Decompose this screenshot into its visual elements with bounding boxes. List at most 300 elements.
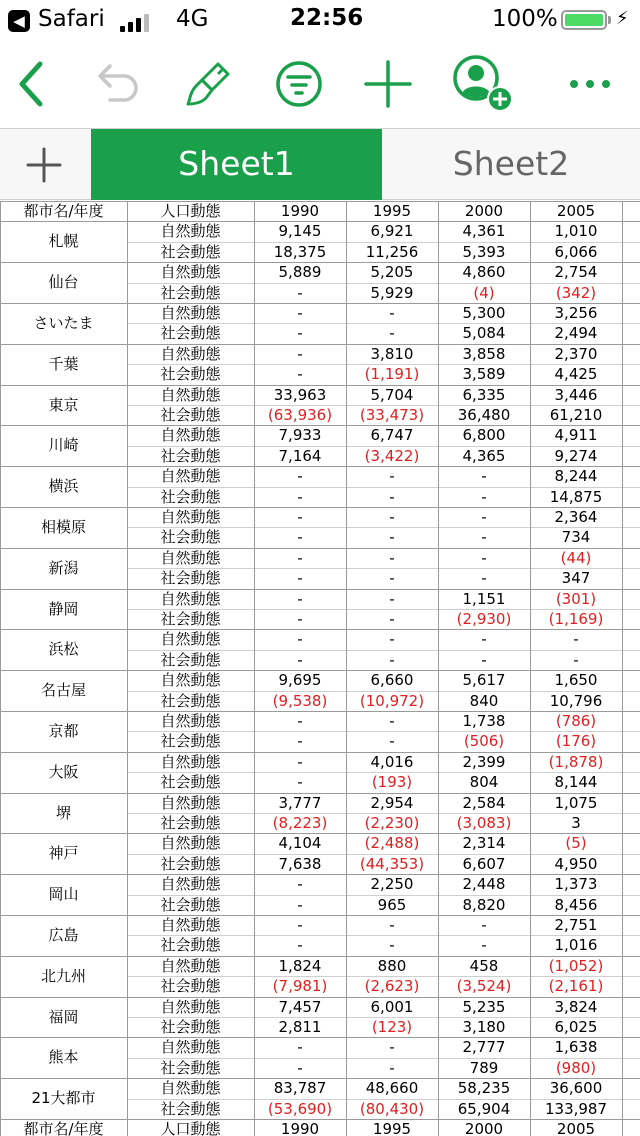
value-cell[interactable]: 1,151 — [462, 589, 506, 608]
grid-hline — [127, 568, 640, 569]
header-year-cell[interactable]: 2005 — [556, 1120, 596, 1136]
dynamics-type-cell[interactable]: 社会動態 — [160, 365, 221, 384]
dynamics-type-cell[interactable]: 自然動態 — [160, 385, 221, 404]
value-cell[interactable]: 1,016 — [554, 936, 598, 955]
value-cell[interactable]: 4,361 — [462, 222, 506, 241]
value-cell[interactable]: 458 — [469, 956, 499, 975]
value-cell[interactable]: 5,084 — [462, 324, 506, 343]
value-cell[interactable]: - — [481, 508, 487, 526]
dynamics-type-cell[interactable]: 自然動態 — [160, 752, 221, 771]
dynamics-type-cell[interactable]: 自然動態 — [160, 548, 221, 567]
value-cell[interactable]: - — [481, 569, 487, 588]
city-name-cell[interactable]: 北九州 — [40, 966, 86, 985]
spreadsheet-grid[interactable] — [0, 201, 640, 1136]
table-row — [0, 385, 640, 405]
table-row — [0, 446, 640, 466]
value-cell[interactable]: - — [297, 936, 303, 955]
city-name-cell[interactable]: 広島 — [48, 926, 79, 944]
value-cell[interactable]: (63,936) — [267, 406, 333, 424]
value-cell[interactable]: 2,751 — [554, 916, 598, 934]
value-cell[interactable]: 1,075 — [554, 793, 598, 812]
dynamics-type-cell[interactable]: 社会動態 — [160, 528, 221, 547]
value-cell[interactable]: 133,987 — [544, 1099, 608, 1118]
value-cell[interactable]: 5,205 — [370, 263, 414, 282]
value-cell[interactable]: (1,878) — [548, 752, 604, 771]
value-cell[interactable]: - — [389, 548, 395, 567]
value-cell[interactable]: - — [297, 528, 303, 547]
value-cell[interactable]: - — [481, 548, 487, 567]
grid-hline — [127, 527, 640, 528]
value-cell[interactable]: 3,810 — [370, 344, 414, 363]
value-cell[interactable]: (2,623) — [364, 977, 420, 996]
dynamics-type-cell[interactable]: 自然動態 — [160, 263, 221, 282]
value-cell[interactable]: 7,457 — [278, 997, 322, 1016]
tab-sheet2[interactable]: Sheet2 — [452, 144, 570, 183]
city-name-cell[interactable]: 京都 — [48, 722, 79, 740]
value-cell[interactable]: - — [297, 1058, 303, 1077]
value-cell[interactable]: - — [481, 650, 487, 669]
value-cell[interactable]: 2,364 — [554, 508, 598, 526]
value-cell[interactable]: 48,660 — [365, 1079, 419, 1098]
value-cell[interactable]: 2,811 — [278, 1018, 322, 1036]
collaborate-icon[interactable] — [452, 54, 512, 114]
value-cell[interactable]: 5,929 — [370, 283, 414, 302]
value-cell[interactable]: 2,314 — [462, 834, 506, 853]
value-cell[interactable]: 9,274 — [554, 446, 598, 465]
value-cell[interactable]: 4,860 — [462, 263, 506, 282]
dynamics-type-cell[interactable]: 自然動態 — [160, 426, 221, 445]
value-cell[interactable]: - — [297, 916, 303, 934]
value-cell[interactable]: 347 — [561, 569, 591, 588]
value-cell[interactable]: 5,393 — [462, 242, 506, 261]
city-name-cell[interactable]: 堺 — [55, 803, 71, 822]
dynamics-type-cell[interactable]: 自然動態 — [160, 630, 221, 649]
dynamics-type-cell[interactable]: 社会動態 — [160, 324, 221, 343]
value-cell[interactable]: - — [297, 589, 303, 608]
dynamics-type-cell[interactable]: 自然動態 — [160, 916, 221, 934]
tab-sheet1[interactable]: Sheet1 — [91, 129, 382, 200]
value-cell[interactable]: (980) — [555, 1058, 597, 1077]
value-cell[interactable]: - — [389, 589, 395, 608]
value-cell[interactable]: (2,230) — [364, 814, 420, 832]
table-row — [0, 670, 640, 690]
value-cell[interactable]: - — [297, 569, 303, 588]
header-city-cell[interactable]: 都市名/年度 — [23, 1120, 104, 1136]
value-cell[interactable]: 36,480 — [457, 406, 511, 424]
value-cell[interactable]: 2,448 — [462, 875, 506, 894]
dynamics-type-cell[interactable]: 社会動態 — [160, 610, 221, 628]
value-cell[interactable]: 10,796 — [549, 691, 603, 710]
value-cell[interactable]: 5,235 — [462, 997, 506, 1016]
value-cell[interactable]: 840 — [469, 691, 499, 710]
value-cell[interactable]: 1,738 — [462, 712, 506, 730]
value-cell[interactable]: 8,456 — [554, 895, 598, 914]
add-icon[interactable] — [358, 54, 418, 114]
header-type-cell[interactable]: 人口動態 — [160, 202, 221, 220]
dynamics-type-cell[interactable]: 社会動態 — [160, 814, 221, 832]
value-cell[interactable]: (44) — [560, 548, 592, 567]
value-cell[interactable]: 3,589 — [462, 365, 506, 384]
dynamics-type-cell[interactable]: 社会動態 — [160, 446, 221, 465]
value-cell[interactable]: 4,950 — [554, 854, 598, 873]
value-cell[interactable]: 6,747 — [370, 426, 414, 445]
toolbar — [0, 40, 640, 128]
value-cell[interactable]: 789 — [469, 1058, 499, 1077]
value-cell[interactable]: 7,164 — [278, 446, 322, 465]
city-name-cell[interactable]: 神戸 — [48, 844, 79, 863]
value-cell[interactable]: 2,777 — [462, 1038, 506, 1057]
value-cell[interactable]: - — [389, 487, 395, 506]
grid-hline — [0, 956, 640, 957]
value-cell[interactable]: 6,921 — [370, 222, 414, 241]
value-cell[interactable]: 8,244 — [554, 467, 598, 486]
value-cell[interactable]: - — [573, 630, 579, 649]
dynamics-type-cell[interactable]: 社会動態 — [160, 773, 221, 792]
value-cell[interactable]: - — [297, 752, 303, 771]
value-cell[interactable]: 3,446 — [554, 385, 598, 404]
value-cell[interactable]: 4,016 — [370, 752, 414, 771]
value-cell[interactable]: (5) — [565, 834, 587, 853]
value-cell[interactable]: - — [481, 936, 487, 955]
grid-hline — [127, 242, 640, 243]
dynamics-type-cell[interactable]: 社会動態 — [160, 650, 221, 669]
undo-icon[interactable] — [88, 54, 148, 114]
city-name-cell[interactable]: さいたま — [33, 314, 94, 332]
table-row — [0, 813, 640, 833]
value-cell[interactable]: 2,250 — [370, 875, 414, 894]
value-cell[interactable]: 1,373 — [554, 875, 598, 894]
value-cell[interactable]: (7,981) — [272, 977, 328, 996]
value-cell[interactable]: - — [389, 630, 395, 649]
value-cell[interactable]: (44,353) — [359, 854, 425, 873]
dynamics-type-cell[interactable]: 社会動態 — [160, 406, 221, 424]
value-cell[interactable]: 6,025 — [554, 1018, 598, 1036]
dynamics-type-cell[interactable]: 社会動態 — [160, 895, 221, 914]
header-city-cell[interactable]: 都市名/年度 — [23, 202, 104, 220]
value-cell[interactable]: - — [389, 508, 395, 526]
dynamics-type-cell[interactable]: 社会動態 — [160, 854, 221, 873]
header-year-cell[interactable]: 2000 — [464, 202, 504, 220]
table-row — [0, 548, 640, 568]
dynamics-type-cell[interactable]: 社会動態 — [160, 977, 221, 996]
header-year-cell[interactable]: 1995 — [372, 1120, 412, 1136]
value-cell[interactable]: 58,235 — [457, 1079, 511, 1098]
grid-hline — [0, 466, 640, 467]
value-cell[interactable]: (301) — [555, 589, 597, 608]
value-cell[interactable]: - — [481, 916, 487, 934]
table-row — [0, 568, 640, 588]
value-cell[interactable]: 3,256 — [554, 304, 598, 322]
city-name-cell[interactable]: 岡山 — [48, 885, 79, 904]
value-cell[interactable]: 880 — [377, 956, 407, 975]
value-cell[interactable]: 3,858 — [462, 344, 506, 363]
value-cell[interactable]: - — [389, 1058, 395, 1077]
dynamics-type-cell[interactable]: 社会動態 — [160, 732, 221, 751]
value-cell[interactable]: 83,787 — [273, 1079, 327, 1098]
value-cell[interactable]: 9,695 — [278, 671, 322, 690]
value-cell[interactable]: - — [389, 732, 395, 751]
city-name-cell[interactable]: 横浜 — [48, 477, 79, 496]
dynamics-type-cell[interactable]: 自然動態 — [160, 467, 221, 486]
value-cell[interactable]: 4,104 — [278, 834, 322, 853]
dynamics-type-cell[interactable]: 自然動態 — [160, 834, 221, 853]
dynamics-type-cell[interactable]: 社会動態 — [160, 691, 221, 710]
dynamics-type-cell[interactable]: 社会動態 — [160, 1018, 221, 1036]
value-cell[interactable]: (33,473) — [359, 406, 425, 424]
grid-hline — [0, 262, 640, 263]
value-cell[interactable]: - — [297, 895, 303, 914]
dynamics-type-cell[interactable]: 自然動態 — [160, 1079, 221, 1098]
city-name-cell[interactable]: 東京 — [48, 395, 79, 414]
header-row — [0, 1119, 640, 1136]
dynamics-type-cell[interactable]: 社会動態 — [160, 1099, 221, 1118]
value-cell[interactable]: 3 — [571, 814, 581, 832]
value-cell[interactable]: 8,144 — [554, 773, 598, 792]
value-cell[interactable]: - — [481, 630, 487, 649]
value-cell[interactable]: - — [297, 508, 303, 526]
value-cell[interactable]: 36,600 — [549, 1079, 603, 1098]
city-name-cell[interactable]: 相模原 — [40, 518, 86, 536]
value-cell[interactable]: (1,191) — [364, 365, 420, 384]
dynamics-type-cell[interactable]: 自然動態 — [160, 508, 221, 526]
value-cell[interactable]: (2,488) — [364, 834, 420, 853]
value-cell[interactable]: - — [481, 528, 487, 547]
value-cell[interactable]: 734 — [561, 528, 591, 547]
dynamics-type-cell[interactable]: 社会動態 — [160, 242, 221, 261]
grid-hline — [0, 385, 640, 386]
value-cell[interactable]: (786) — [555, 712, 597, 730]
city-name-cell[interactable]: 名古屋 — [40, 681, 86, 700]
value-cell[interactable]: 6,335 — [462, 385, 506, 404]
value-cell[interactable]: - — [297, 324, 303, 343]
city-name-cell[interactable]: 静岡 — [48, 599, 79, 618]
value-cell[interactable]: - — [389, 650, 395, 669]
grid-hline — [0, 1037, 640, 1038]
value-cell[interactable]: 1,650 — [554, 671, 598, 690]
value-cell[interactable]: 6,800 — [462, 426, 506, 445]
value-cell[interactable]: - — [389, 1038, 395, 1057]
city-name-cell[interactable]: 21大都市 — [31, 1089, 96, 1108]
city-name-cell[interactable]: 川崎 — [48, 436, 79, 455]
value-cell[interactable]: 2,399 — [462, 752, 506, 771]
value-cell[interactable]: - — [297, 304, 303, 322]
value-cell[interactable]: 2,370 — [554, 344, 598, 363]
value-cell[interactable]: (3,422) — [364, 446, 420, 465]
value-cell[interactable]: - — [297, 875, 303, 894]
value-cell[interactable]: 965 — [377, 895, 407, 914]
value-cell[interactable]: 4,365 — [462, 446, 506, 465]
header-type-cell[interactable]: 人口動態 — [160, 1120, 221, 1136]
dynamics-type-cell[interactable]: 自然動態 — [160, 793, 221, 812]
more-icon[interactable] — [560, 54, 620, 114]
value-cell[interactable]: 3,824 — [554, 997, 598, 1016]
value-cell[interactable]: - — [389, 467, 395, 486]
back-app-label[interactable]: Safari — [38, 6, 105, 32]
value-cell[interactable]: - — [297, 548, 303, 567]
value-cell[interactable]: - — [389, 916, 395, 934]
grid-hline — [0, 344, 640, 345]
header-year-cell[interactable]: 1990 — [280, 202, 320, 220]
value-cell[interactable]: 5,300 — [462, 304, 506, 322]
value-cell[interactable]: (8,223) — [272, 814, 328, 832]
value-cell[interactable]: - — [389, 304, 395, 322]
header-year-cell[interactable]: 2005 — [556, 202, 596, 220]
value-cell[interactable]: 3,777 — [278, 793, 322, 812]
value-cell[interactable]: (3,524) — [456, 977, 512, 996]
dynamics-type-cell[interactable]: 自然動態 — [160, 671, 221, 690]
city-name-cell[interactable]: 千葉 — [48, 354, 79, 373]
value-cell[interactable]: 5,617 — [462, 671, 506, 690]
value-cell[interactable]: 9,145 — [278, 222, 322, 241]
value-cell[interactable]: (2,930) — [456, 610, 512, 628]
value-cell[interactable]: 33,963 — [273, 385, 327, 404]
value-cell[interactable]: 7,638 — [278, 854, 322, 873]
dynamics-type-cell[interactable]: 自然動態 — [160, 997, 221, 1016]
dynamics-type-cell[interactable]: 自然動態 — [160, 712, 221, 730]
value-cell[interactable]: (4) — [473, 283, 495, 302]
value-cell[interactable]: - — [297, 610, 303, 628]
value-cell[interactable]: - — [297, 630, 303, 649]
value-cell[interactable]: 5,889 — [278, 263, 322, 282]
value-cell[interactable]: 2,754 — [554, 263, 598, 282]
value-cell[interactable]: - — [297, 344, 303, 363]
dynamics-type-cell[interactable]: 社会動態 — [160, 487, 221, 506]
value-cell[interactable]: 4,911 — [554, 426, 598, 445]
city-name-cell[interactable]: 熊本 — [48, 1048, 79, 1067]
dynamics-type-cell[interactable]: 社会動態 — [160, 283, 221, 302]
value-cell[interactable]: (342) — [555, 283, 597, 302]
filter-icon[interactable] — [269, 54, 329, 114]
grid-hline — [0, 997, 640, 998]
value-cell[interactable]: - — [389, 569, 395, 588]
table-row — [0, 793, 640, 813]
value-cell[interactable]: (10,972) — [359, 691, 425, 710]
grid-hline — [0, 589, 640, 590]
value-cell[interactable]: - — [481, 467, 487, 486]
table-row — [0, 731, 640, 751]
city-name-cell[interactable]: 札幌 — [48, 232, 79, 251]
value-cell[interactable]: - — [389, 712, 395, 730]
value-cell[interactable]: (53,690) — [267, 1099, 333, 1118]
grid-hline — [127, 487, 640, 488]
dynamics-type-cell[interactable]: 自然動態 — [160, 304, 221, 322]
back-icon[interactable] — [2, 54, 62, 114]
city-name-cell[interactable]: 福岡 — [48, 1007, 79, 1026]
value-cell[interactable]: 2,584 — [462, 793, 506, 812]
city-name-cell[interactable]: 仙台 — [48, 273, 79, 292]
value-cell[interactable]: - — [389, 528, 395, 547]
value-cell[interactable]: - — [389, 324, 395, 343]
value-cell[interactable]: 6,066 — [554, 242, 598, 261]
value-cell[interactable]: - — [297, 712, 303, 730]
value-cell[interactable]: - — [297, 467, 303, 486]
value-cell[interactable]: 7,933 — [278, 426, 322, 445]
table-row — [0, 323, 640, 343]
value-cell[interactable]: - — [297, 1038, 303, 1057]
value-cell[interactable]: (2,161) — [548, 977, 604, 996]
value-cell[interactable]: 11,256 — [365, 242, 419, 261]
value-cell[interactable]: 2,954 — [370, 793, 414, 812]
value-cell[interactable]: (9,538) — [272, 691, 328, 710]
value-cell[interactable]: 6,001 — [370, 997, 414, 1016]
value-cell[interactable]: - — [297, 283, 303, 302]
value-cell[interactable]: (123) — [371, 1018, 413, 1036]
city-name-cell[interactable]: 浜松 — [48, 640, 79, 659]
value-cell[interactable]: - — [389, 610, 395, 628]
value-cell[interactable]: 6,607 — [462, 854, 506, 873]
dynamics-type-cell[interactable]: 自然動態 — [160, 956, 221, 975]
value-cell[interactable]: 804 — [469, 773, 499, 792]
value-cell[interactable]: 5,704 — [370, 385, 414, 404]
city-name-cell[interactable]: 新潟 — [48, 558, 79, 577]
value-cell[interactable]: (176) — [555, 732, 597, 751]
value-cell[interactable]: - — [297, 365, 303, 384]
value-cell[interactable]: 1,824 — [278, 956, 322, 975]
value-cell[interactable]: 14,875 — [549, 487, 603, 506]
value-cell[interactable]: - — [297, 773, 303, 792]
dynamics-type-cell[interactable]: 自然動態 — [160, 1038, 221, 1057]
dynamics-type-cell[interactable]: 社会動態 — [160, 936, 221, 955]
dynamics-type-cell[interactable]: 社会動態 — [160, 1058, 221, 1077]
value-cell[interactable]: - — [297, 732, 303, 751]
grid-hline — [127, 323, 640, 324]
value-cell[interactable]: 18,375 — [273, 242, 327, 261]
value-cell[interactable]: (3,083) — [456, 814, 512, 832]
dynamics-type-cell[interactable]: 自然動態 — [160, 222, 221, 241]
grid-hline — [0, 548, 640, 549]
grid-vline — [622, 201, 623, 1136]
back-to-app-icon[interactable]: ◀ — [8, 10, 30, 32]
header-year-cell[interactable]: 2000 — [464, 1120, 504, 1136]
city-name-cell[interactable]: 大阪 — [48, 762, 79, 781]
dynamics-type-cell[interactable]: 社会動態 — [160, 569, 221, 588]
grid-hline — [127, 1099, 640, 1100]
value-cell[interactable]: 61,210 — [549, 406, 603, 424]
dynamics-type-cell[interactable]: 自然動態 — [160, 875, 221, 894]
dynamics-type-cell[interactable]: 自然動態 — [160, 589, 221, 608]
battery-icon — [561, 10, 607, 30]
value-cell[interactable]: 6,660 — [370, 671, 414, 690]
value-cell[interactable]: 4,425 — [554, 365, 598, 384]
grid-hline — [0, 752, 640, 753]
value-cell[interactable]: - — [297, 487, 303, 506]
value-cell[interactable]: 8,820 — [462, 895, 506, 914]
dynamics-type-cell[interactable]: 自然動態 — [160, 344, 221, 363]
value-cell[interactable]: 1,638 — [554, 1038, 598, 1057]
add-sheet-icon[interactable] — [16, 137, 72, 193]
value-cell[interactable]: 1,010 — [554, 222, 598, 241]
table-row — [0, 589, 640, 609]
value-cell[interactable]: (506) — [463, 732, 505, 751]
value-cell[interactable]: 3,180 — [462, 1018, 506, 1036]
value-cell[interactable]: - — [297, 650, 303, 669]
header-year-cell[interactable]: 1995 — [372, 202, 412, 220]
value-cell[interactable]: (1,052) — [548, 956, 604, 975]
value-cell[interactable]: (193) — [371, 773, 413, 792]
value-cell[interactable]: 2,494 — [554, 324, 598, 343]
value-cell[interactable]: - — [389, 936, 395, 955]
value-cell[interactable]: - — [573, 650, 579, 669]
value-cell[interactable]: (1,169) — [548, 610, 604, 628]
value-cell[interactable]: - — [481, 487, 487, 506]
grid-hline — [127, 691, 640, 692]
format-brush-icon[interactable] — [178, 54, 238, 114]
table-row — [0, 283, 640, 303]
header-year-cell[interactable]: 1990 — [280, 1120, 320, 1136]
value-cell[interactable]: 65,904 — [457, 1099, 511, 1118]
value-cell[interactable]: (80,430) — [359, 1099, 425, 1118]
grid-vline — [0, 201, 1, 1136]
